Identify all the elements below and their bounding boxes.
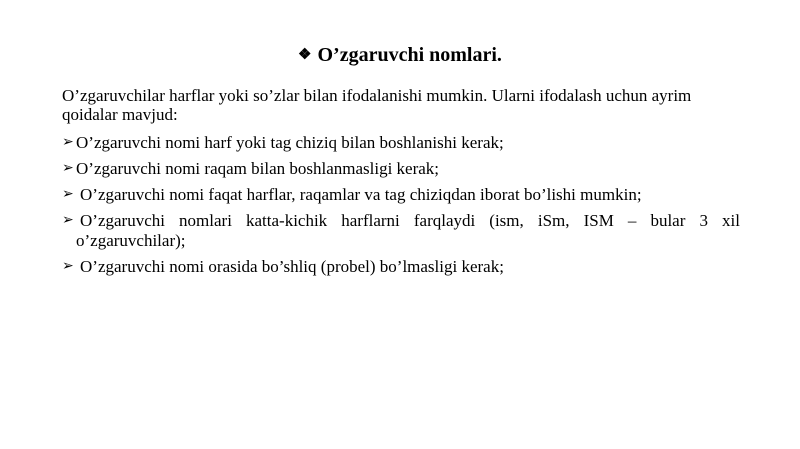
list-item-text: O’zgaruvchi nomi faqat harflar, raqamlar va tag chiziqdan iborat bo’lishi mumkin;	[80, 185, 642, 204]
list-item-text: O’zgaruvchi nomi harf yoki tag chiziq bilan boshlanishi kerak;	[76, 133, 504, 152]
list-item	[62, 133, 740, 153]
arrow-bullet-icon: ➢	[62, 135, 74, 150]
diamond-bullet-icon: ❖	[298, 47, 312, 63]
list-item	[62, 159, 740, 179]
list-item-text: O’zgaruvchi nomi orasida bo’shliq (probel) bo’lmasligi kerak;	[80, 257, 504, 276]
arrow-bullet-icon: ➢	[62, 259, 74, 274]
arrow-bullet-icon: ➢	[62, 161, 74, 176]
list-item-text: O’zgaruvchi nomlari katta-kichik harflarni farqlaydi (ism, iSm, ISM – bular 3 xil o’zgaruvchilar);	[76, 211, 740, 250]
arrow-bullet-icon: ➢	[62, 213, 74, 228]
list-item-text: O’zgaruvchi nomi raqam bilan boshlanmasligi kerak;	[76, 159, 440, 178]
list-item	[62, 211, 740, 251]
list-item	[62, 185, 740, 205]
intro-paragraph: O’zgaruvchilar harflar yoki so’zlar bilan ifodalanishi mumkin. Ularni ifodalash uchun ayrim qoidalar mavjud:	[62, 86, 692, 124]
rules-list	[62, 133, 740, 277]
title-text: O’zgaruvchi nomlari.	[317, 44, 502, 66]
slide-title	[0, 44, 800, 67]
arrow-bullet-icon: ➢	[62, 187, 74, 202]
list-item	[62, 257, 740, 277]
